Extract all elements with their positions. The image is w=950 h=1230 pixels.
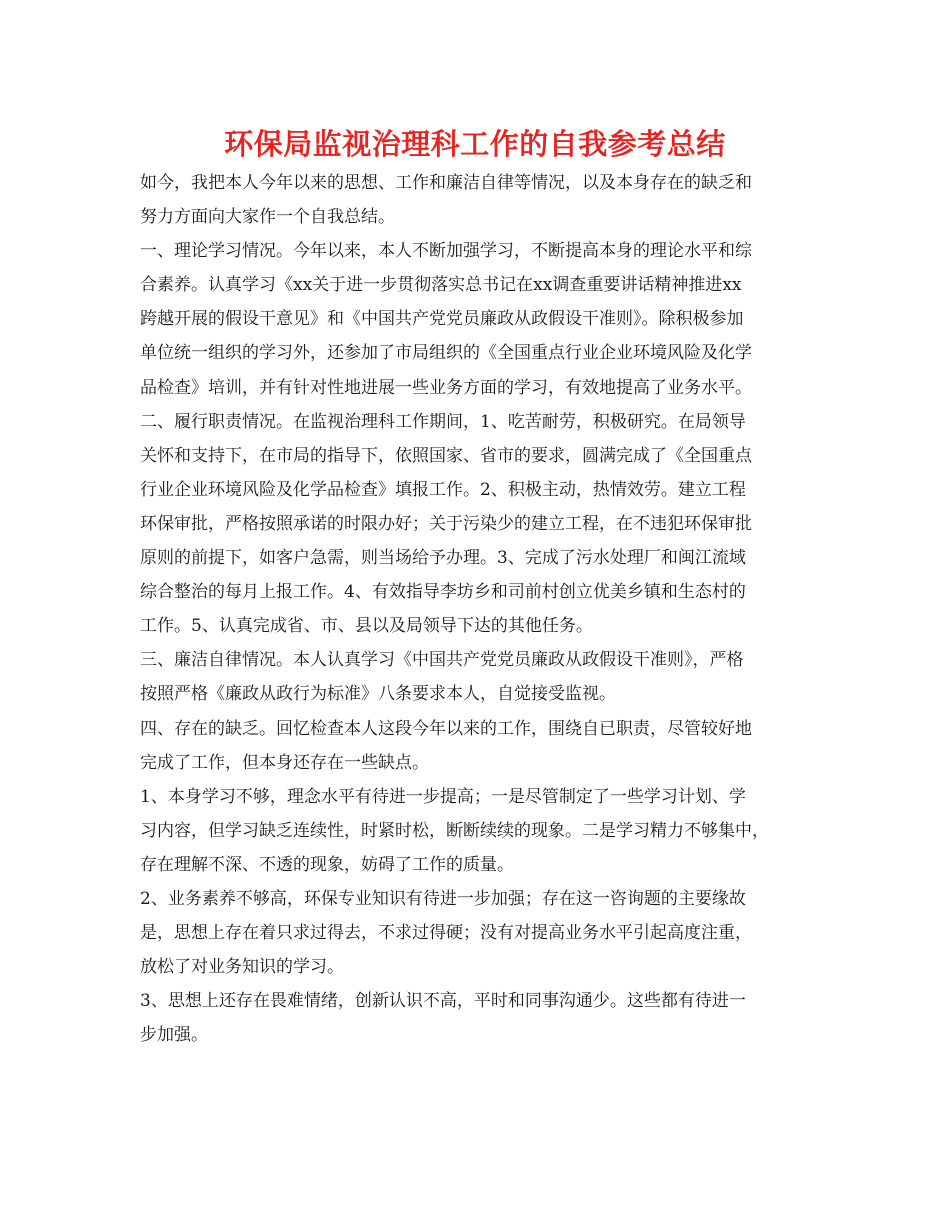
body-line: 原则的前提下，如客户急需，则当场给予办理。3、完成了污水处理厂和闽江流域 — [140, 548, 746, 569]
body-line: 是，思想上存在着只求过得去，不求过得硬；没有对提高业务水平引起高度注重， — [140, 923, 752, 944]
body-line: 合素养。认真学习《xx关于进一步贯彻落实总书记在xx调查重要讲话精神推进xx — [140, 275, 742, 296]
body-line: 习内容，但学习缺乏连续性，时紧时松，断断续续的现象。二是学习精力不够集中， — [140, 820, 769, 841]
document-body — [140, 166, 820, 1052]
body-line: 2、业务素养不够高，环保专业知识有待进一步加强；存在这一咨询题的主要缘故 — [140, 888, 746, 909]
body-line: 步加强。 — [140, 1025, 208, 1046]
body-line: 品检查》培训，并有针对性地进展一些业务方面的学习，有效地提高了业务水平。 — [140, 377, 752, 398]
document-title: 环保局监视治理科工作的自我参考总结 — [224, 127, 726, 161]
body-line: 3、思想上还存在畏难情绪，创新认识不高，平时和同事沟通少。这些都有待进一 — [140, 991, 746, 1012]
body-line: 二、履行职责情况。在监视治理科工作期间，1、吃苦耐劳，积极研究。在局领导 — [140, 411, 746, 432]
body-line: 1、本身学习不够，理念水平有待进一步提高；一是尽管制定了一些学习计划、学 — [140, 786, 746, 807]
body-line: 如今，我把本人今年以来的思想、工作和廉洁自律等情况，以及本身存在的缺乏和 — [140, 173, 752, 193]
body-line: 工作。5、认真完成省、市、县以及局领导下达的其他任务。 — [140, 616, 593, 637]
body-line: 存在理解不深、不透的现象，妨碍了工作的质量。 — [140, 854, 514, 875]
body-line: 行业企业环境风险及化学品检查》填报工作。2、积极主动，热情效劳。建立工程 — [140, 479, 746, 500]
body-line: 关怀和支持下，在市局的指导下，依照国家、省市的要求，圆满完成了《全国重点 — [140, 445, 752, 466]
body-line: 放松了对业务知识的学习。 — [140, 957, 344, 978]
body-line: 努力方面向大家作一个自我总结。 — [140, 207, 395, 228]
body-line: 完成了工作，但本身还存在一些缺点。 — [140, 752, 429, 773]
body-line: 跨越开展的假设干意见》和《中国共产党党员廉政从政假设干准则》。除积极参加 — [140, 309, 744, 330]
body-line: 单位统一组织的学习外，还参加了市局组织的《全国重点行业企业环境风险及化学 — [140, 343, 752, 364]
body-line: 四、存在的缺乏。回忆检查本人这段今年以来的工作，围绕自已职责，尽管较好地 — [140, 718, 752, 739]
body-line: 三、廉洁自律情况。本人认真学习《中国共产党党员廉政从政假设干准则》，严格 — [140, 650, 744, 671]
body-line: 环保审批，严格按照承诺的时限办好；关于污染少的建立工程，在不违犯环保审批 — [140, 513, 752, 534]
body-line: 综合整治的每月上报工作。4、有效指导李坊乡和司前村创立优美乡镇和生态村的 — [140, 582, 746, 603]
body-line: 一、理论学习情况。今年以来，本人不断加强学习，不断提高本身的理论水平和综 — [140, 241, 752, 262]
body-line: 按照严格《廉政从政行为标准》八条要求本人，自觉接受监视。 — [140, 684, 616, 705]
